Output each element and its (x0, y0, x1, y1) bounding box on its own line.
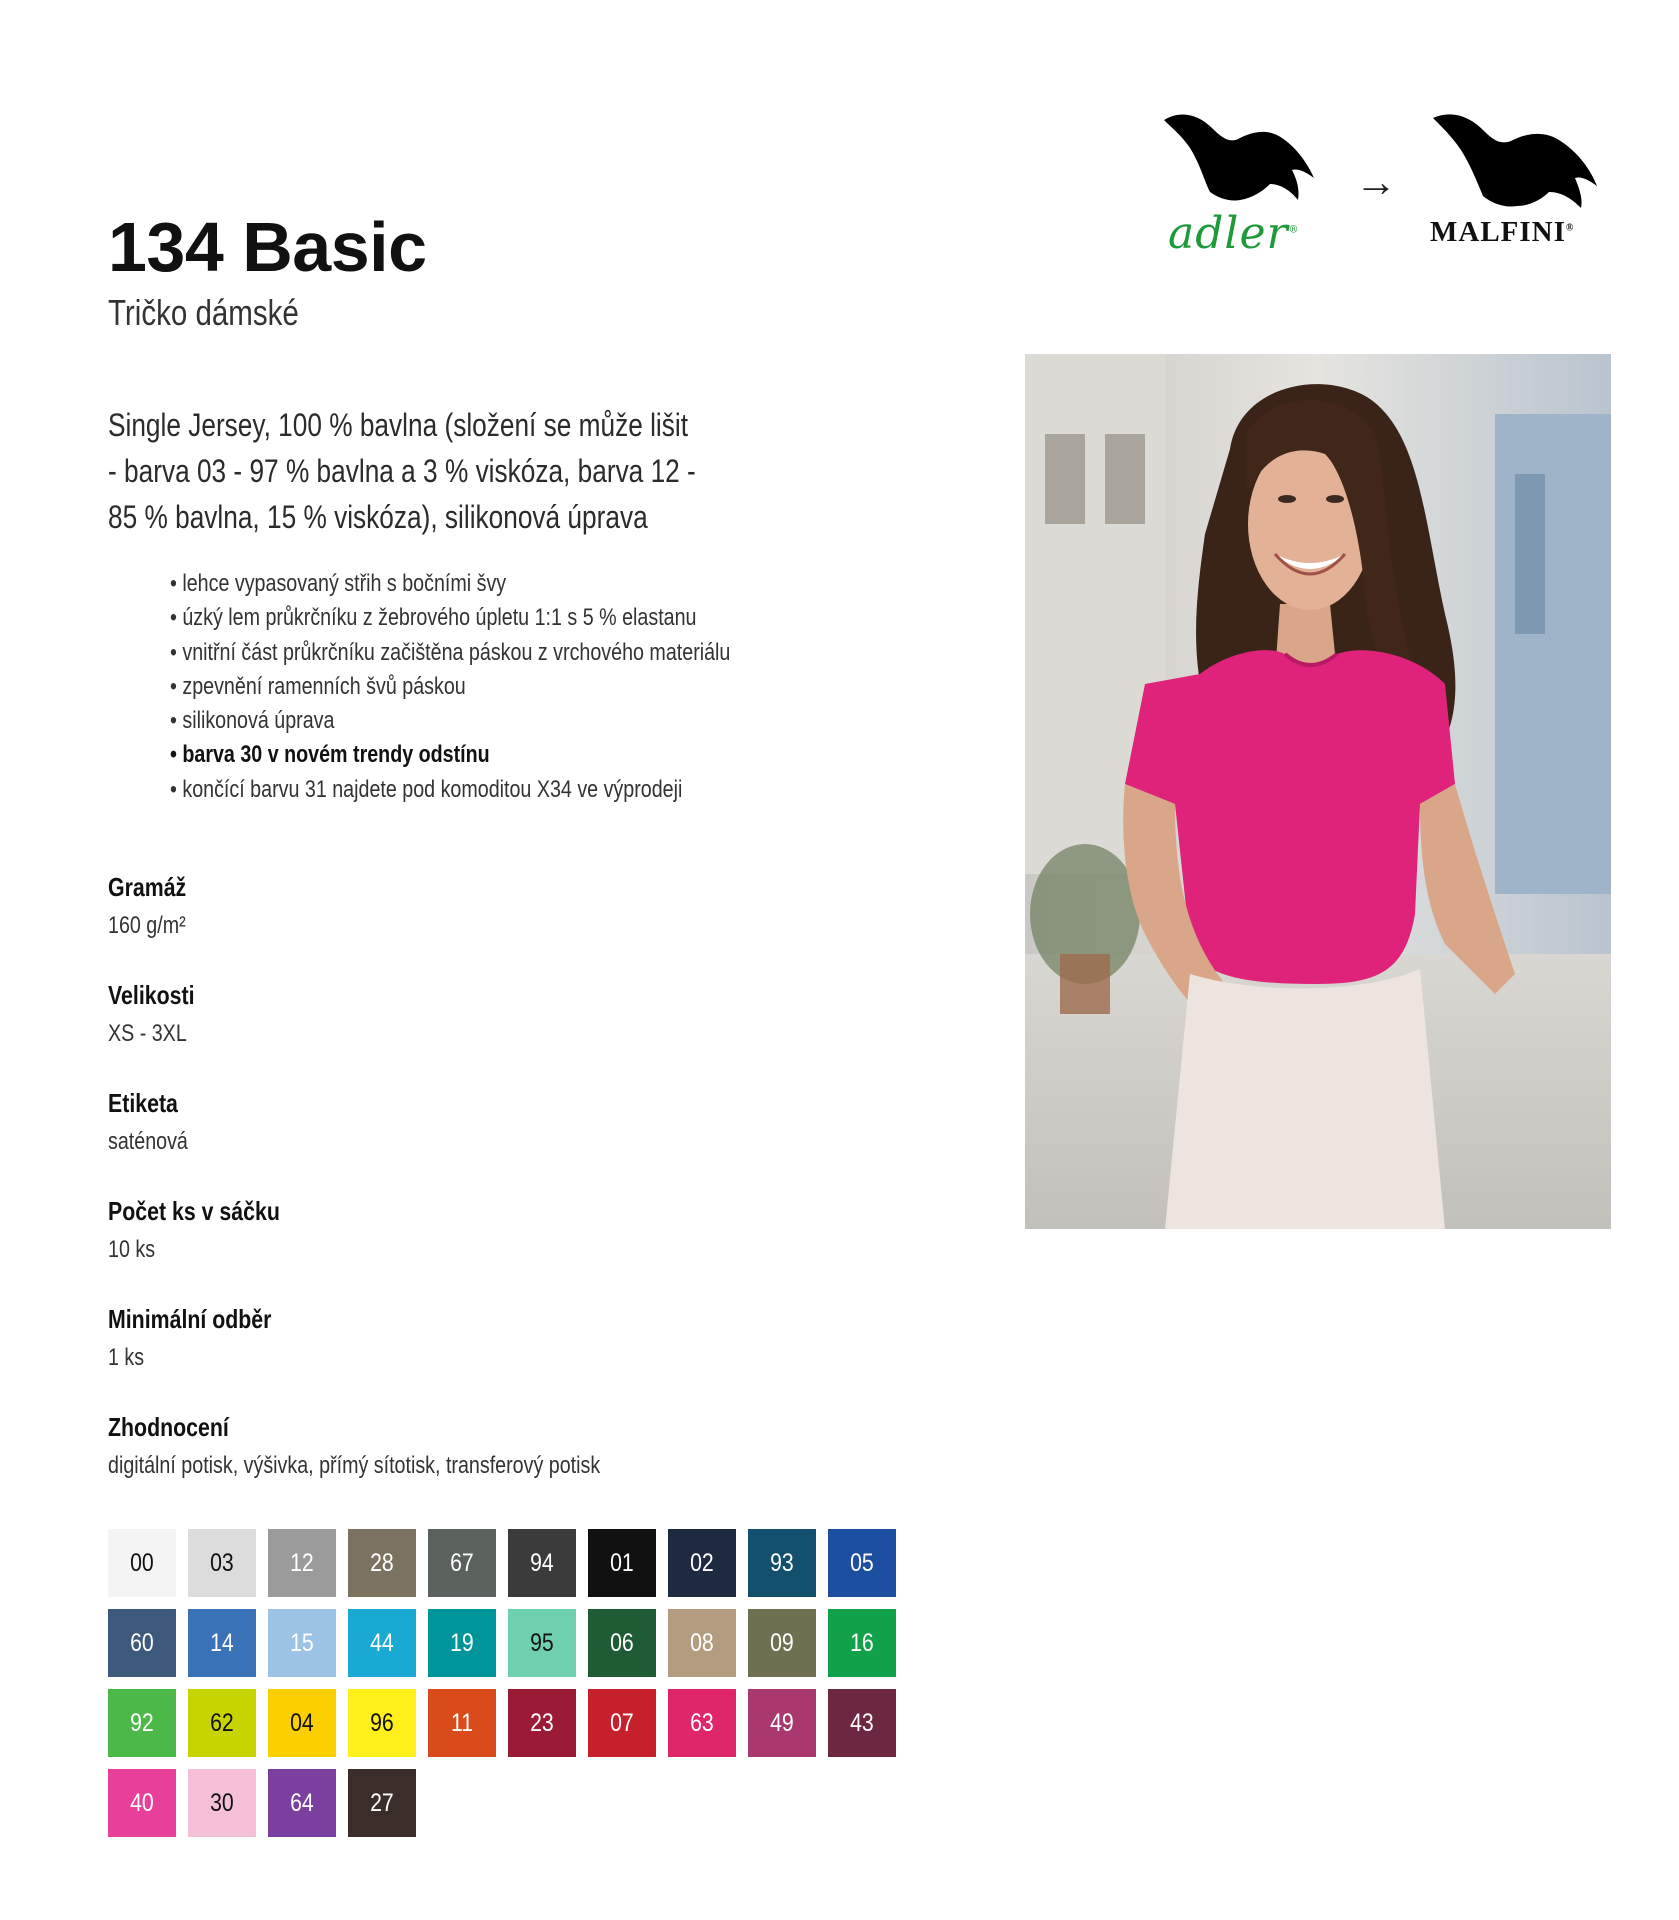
eagle-icon (1160, 108, 1320, 208)
color-code: 63 (690, 1708, 714, 1737)
color-code: 16 (850, 1628, 874, 1657)
color-code: 12 (290, 1548, 314, 1577)
feature-item-highlight: • barva 30 v novém trendy odstínu (170, 741, 490, 769)
color-code: 96 (370, 1708, 394, 1737)
color-swatch-30[interactable] (188, 1769, 256, 1837)
color-swatch-64[interactable] (268, 1769, 336, 1837)
color-code: 07 (610, 1708, 634, 1737)
color-swatch-12[interactable] (268, 1529, 336, 1597)
color-swatch-05[interactable] (828, 1529, 896, 1597)
color-swatch-49[interactable] (748, 1689, 816, 1757)
color-swatch-40[interactable] (108, 1769, 176, 1837)
malfini-logo (1425, 108, 1615, 248)
spec-pocet (108, 1196, 280, 1264)
color-code: 44 (370, 1628, 394, 1657)
spec-gramaz (108, 872, 186, 940)
product-title: 134 Basic (108, 208, 427, 286)
color-code: 11 (450, 1708, 474, 1737)
color-swatch-94[interactable] (508, 1529, 576, 1597)
color-swatch-96[interactable] (348, 1689, 416, 1757)
color-swatch-09[interactable] (748, 1609, 816, 1677)
bullet-icon: • (170, 707, 177, 735)
color-swatch-16[interactable] (828, 1609, 896, 1677)
malfini-wordmark: MALFINI® (1430, 216, 1575, 248)
bullet-icon: • (170, 570, 177, 597)
color-code: 94 (530, 1548, 554, 1577)
color-code: 01 (610, 1548, 634, 1577)
model-photo-illustration (1025, 354, 1611, 1229)
product-photo (1025, 354, 1611, 1229)
color-code: 00 (130, 1548, 154, 1577)
color-swatch-00[interactable] (108, 1529, 176, 1597)
eagle-icon (1425, 108, 1615, 213)
feature-item: • zpevnění ramenních švů páskou (170, 672, 466, 700)
color-swatch-27[interactable] (348, 1769, 416, 1837)
bullet-icon: • (170, 672, 177, 700)
spec-label: Minimální odběr (108, 1304, 272, 1334)
color-swatch-23[interactable] (508, 1689, 576, 1757)
color-code: 02 (690, 1548, 714, 1577)
feature-item: • silikonová úprava (170, 707, 335, 735)
color-code: 67 (450, 1548, 474, 1577)
spec-odber (108, 1304, 271, 1372)
arrow-right-icon: → (1355, 158, 1397, 205)
color-code: 23 (530, 1708, 554, 1737)
color-swatch-08[interactable] (668, 1609, 736, 1677)
color-code: 09 (770, 1628, 794, 1657)
color-code: 64 (290, 1788, 314, 1817)
color-code: 05 (850, 1548, 874, 1577)
spec-value: digitální potisk, výšivka, přímý sítotisk, transferový potisk (108, 1452, 601, 1479)
product-description: Single Jersey, 100 % bavlna (složení se může lišit - barva 03 - 97 % bavlna a 3 % viskóza, barva 12 - 85 % bavlna, 15 % viskóza), silikonová úprava (108, 407, 696, 535)
bullet-icon: • (170, 638, 177, 666)
color-swatch-03[interactable] (188, 1529, 256, 1597)
spec-label: Zhodnocení (108, 1412, 229, 1442)
color-code: 08 (690, 1628, 714, 1657)
color-swatch-93[interactable] (748, 1529, 816, 1597)
color-code: 15 (290, 1628, 314, 1657)
spec-etiketa (108, 1088, 188, 1156)
color-code: 49 (770, 1708, 794, 1737)
color-swatch-44[interactable] (348, 1609, 416, 1677)
color-swatch-grid (108, 1529, 896, 1837)
color-swatch-19[interactable] (428, 1609, 496, 1677)
color-swatch-14[interactable] (188, 1609, 256, 1677)
color-code: 60 (130, 1628, 154, 1657)
bullet-icon: • (170, 604, 177, 632)
color-swatch-63[interactable] (668, 1689, 736, 1757)
color-swatch-11[interactable] (428, 1689, 496, 1757)
color-code: 93 (770, 1548, 794, 1577)
product-subtitle: Tričko dámské (108, 292, 299, 333)
color-swatch-95[interactable] (508, 1609, 576, 1677)
bullet-icon: • (170, 741, 177, 769)
color-code: 40 (130, 1788, 154, 1817)
color-swatch-67[interactable] (428, 1529, 496, 1597)
feature-item: • končící barvu 31 najdete pod komoditou X34 ve výprodeji (170, 775, 683, 803)
color-code: 28 (370, 1548, 394, 1577)
color-code: 27 (370, 1788, 394, 1817)
feature-item: • vnitřní část průkrčníku začištěna páskou z vrchového materiálu (170, 638, 731, 666)
bullet-icon: • (170, 775, 177, 803)
spec-value: saténová (108, 1128, 188, 1155)
spec-label: Gramáž (108, 872, 187, 902)
color-code: 19 (450, 1628, 474, 1657)
spec-label: Velikosti (108, 980, 195, 1010)
color-code: 03 (210, 1548, 234, 1577)
color-swatch-04[interactable] (268, 1689, 336, 1757)
color-code: 43 (850, 1708, 874, 1737)
spec-value: XS - 3XL (108, 1020, 187, 1047)
color-swatch-01[interactable] (588, 1529, 656, 1597)
color-code: 06 (610, 1628, 634, 1657)
spec-value: 1 ks (108, 1344, 145, 1371)
spec-zhodnoceni (108, 1412, 600, 1480)
color-swatch-92[interactable] (108, 1689, 176, 1757)
spec-label: Počet ks v sáčku (108, 1196, 280, 1226)
color-code: 14 (210, 1628, 234, 1657)
color-swatch-02[interactable] (668, 1529, 736, 1597)
spec-label: Etiketa (108, 1088, 178, 1118)
feature-item: • lehce vypasovaný střih s bočními švy (170, 570, 507, 597)
color-swatch-43[interactable] (828, 1689, 896, 1757)
feature-list (170, 567, 744, 807)
color-code: 62 (210, 1708, 234, 1737)
color-swatch-07[interactable] (588, 1689, 656, 1757)
spec-value: 10 ks (108, 1236, 156, 1263)
color-swatch-15[interactable] (268, 1609, 336, 1677)
color-code: 04 (290, 1708, 314, 1737)
color-swatch-28[interactable] (348, 1529, 416, 1597)
spec-velikosti (108, 980, 195, 1048)
feature-item: • úzký lem průkrčníku z žebrového úpletu 1:1 s 5 % elastanu (170, 604, 697, 632)
spec-value: 160 g/m² (108, 912, 186, 939)
color-swatch-60[interactable] (108, 1609, 176, 1677)
color-code: 95 (530, 1628, 554, 1657)
adler-logo (1160, 108, 1320, 259)
color-swatch-62[interactable] (188, 1689, 256, 1757)
color-code: 30 (210, 1788, 234, 1817)
color-code: 92 (130, 1708, 154, 1737)
adler-wordmark: adler® (1168, 208, 1300, 259)
color-swatch-06[interactable] (588, 1609, 656, 1677)
